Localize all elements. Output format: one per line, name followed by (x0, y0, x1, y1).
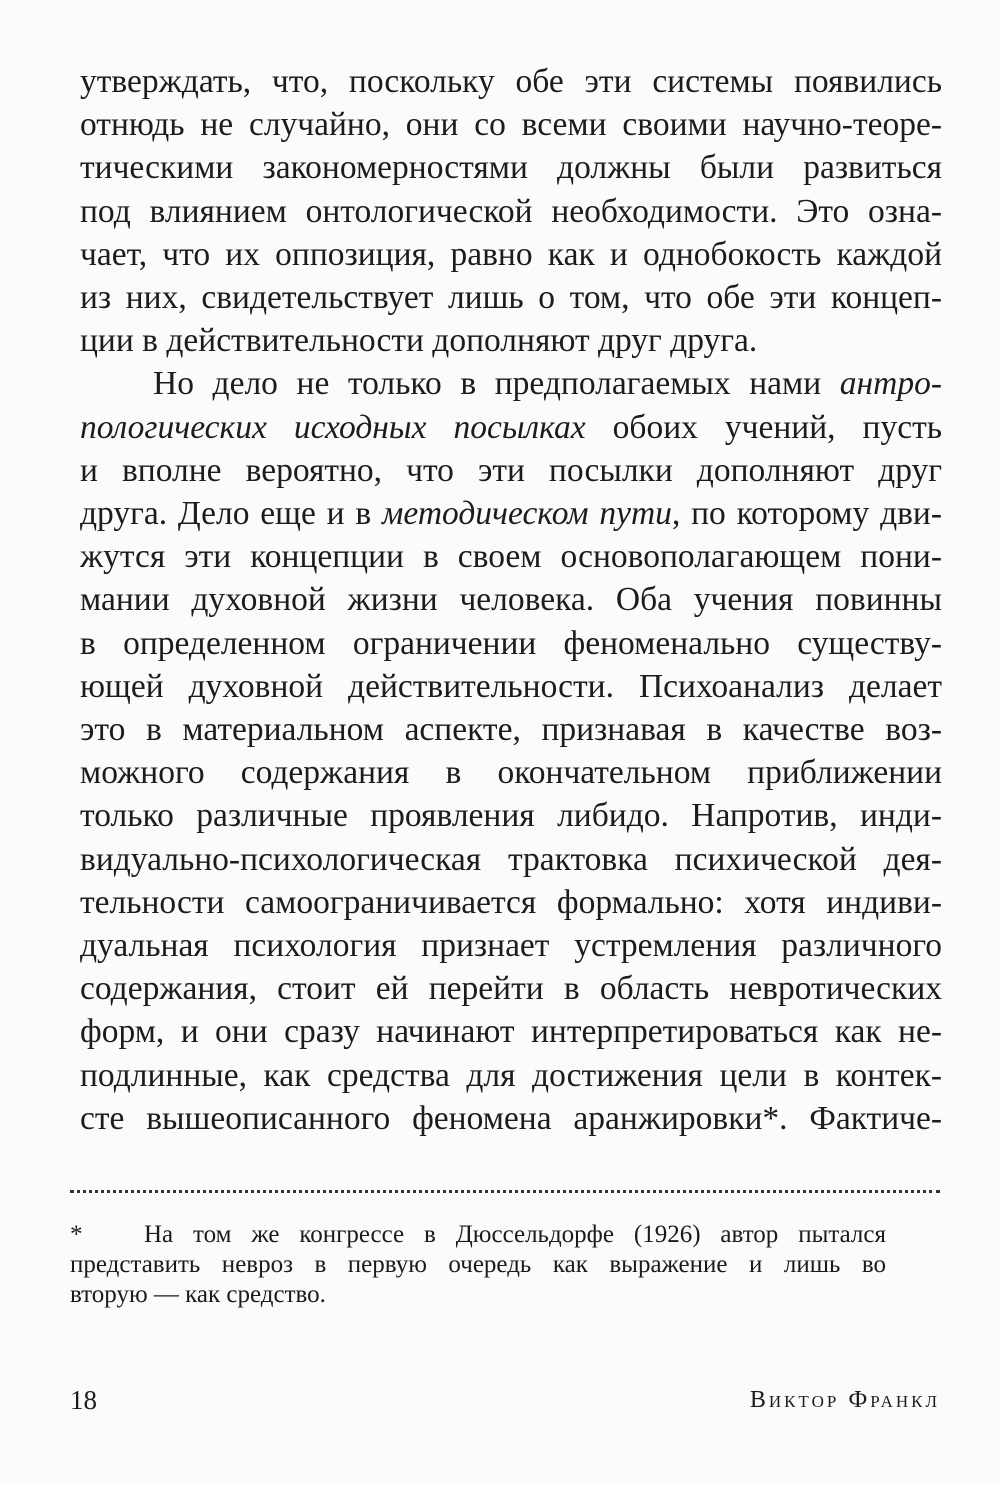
text-line: только различные проявления либидо. Напротив, инди- (80, 797, 942, 835)
text-line: мании духовной жизни человека. Оба учения повинны (80, 581, 942, 619)
text-line: утверждать, что, поскольку обе эти системы появились (80, 63, 942, 100)
footnote-marker: * (70, 1221, 83, 1248)
footnote-divider (70, 1190, 940, 1193)
body-text (80, 60, 942, 1140)
text-line: жутся эти концепции в своем основополагающем пони- (80, 538, 942, 576)
text-line: под влиянием онтологической необходимости. Это озна- (80, 192, 942, 230)
text-line: подлинные, как средства для достижения цели в контек- (80, 1056, 942, 1094)
text-line: форм, и они сразу начинают интерпретироваться как не- (80, 1013, 942, 1051)
text-line: из них, свидетельствует лишь о том, что обе эти концеп- (80, 279, 942, 317)
text-run: Но дело не только в предполагаемых нами (153, 365, 840, 403)
footnote (70, 1220, 886, 1310)
text-line: чает, что их оппозиция, равно как и однобокость каждой (80, 235, 942, 273)
text-line: отнюдь не случайно, они со всеми своими научно-теоре- (80, 106, 942, 144)
italic-run: методическом пути (382, 495, 672, 533)
text-line: видуально-психологическая трактовка психической дея- (80, 840, 942, 878)
text-run: , по которому дви- (671, 495, 943, 533)
text-line: в определенном ограничении феноменально существу- (80, 624, 942, 662)
text-line (80, 406, 942, 449)
text-line (80, 362, 942, 405)
text-line: ющей духовной действительности. Психоанализ делает (80, 667, 942, 705)
italic-run: антро- (839, 365, 942, 403)
text-line: содержания, стоит ей перейти в область невротических (80, 970, 942, 1008)
footnote-text: На том же конгрессе в Дюссельдорфе (1926) автор пытался (144, 1221, 886, 1248)
text-run: обоих учений, пусть (585, 408, 942, 446)
footnote-line (70, 1220, 886, 1250)
text-line (80, 492, 942, 535)
text-line: это в материальном аспекте, признавая в качестве воз- (80, 711, 942, 749)
text-line: дуальная психология признает устремления различного (80, 927, 942, 965)
text-line: и вполне вероятно, что эти посылки дополняют друг (80, 451, 942, 489)
italic-run: пологических исходных посылках (80, 408, 586, 446)
text-run: друга. Дело еще и в (80, 495, 383, 533)
footnote-line: представить невроз в первую очередь как выражение и лишь во (70, 1251, 886, 1278)
text-line: можного содержания в окончательном приближении (80, 754, 942, 792)
text-line: тельности самоограничивается формально: хотя индиви- (80, 883, 942, 921)
text-line: сте вышеописанного феномена аранжировки*. Фактиче- (80, 1099, 942, 1137)
page-number: 18 (70, 1385, 97, 1415)
text-line: ции в действительности дополняют друг друга. (80, 322, 758, 360)
running-author: Виктор Франкл (749, 1387, 940, 1413)
footnote-line: вторую — как средство. (70, 1281, 326, 1308)
text-line: тическими закономерностями должны были развиться (80, 149, 942, 187)
